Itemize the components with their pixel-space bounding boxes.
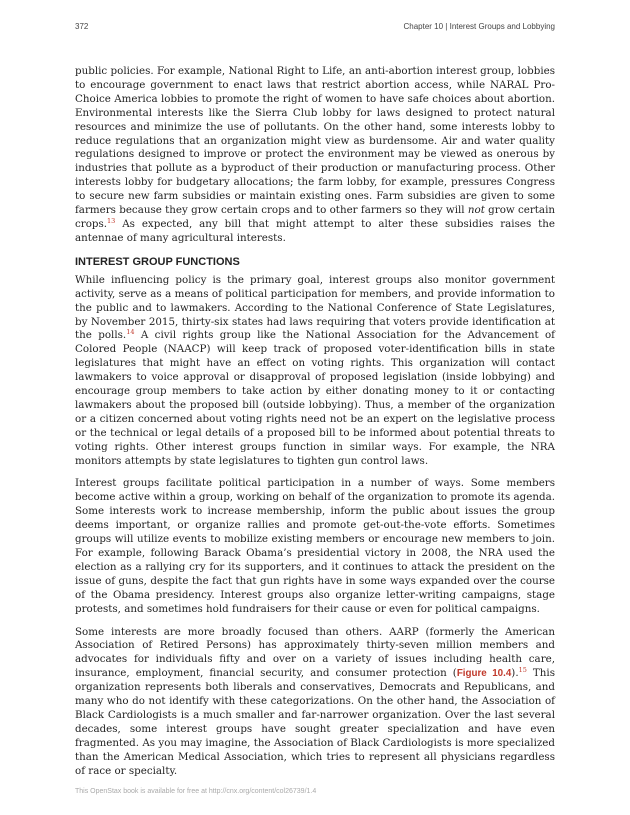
page-header xyxy=(75,22,555,36)
paragraph-4-text-a: Some interests are more broadly focused than others. AARP (formerly the American Association of Retired Persons) has approximately thirty-seven million members and advocates for individuals fifty and over on a variety of issues including health care, insurance, employment, financial security, and consumer protection ( xyxy=(75,625,555,680)
paragraph-1-text-a: public policies. For example, National Right to Life, an anti-abortion interest group, lobbies to encourage government to enact laws that restrict abortion access, while NARAL Pro-Choice America lobbies to promote the right of women to have safe choices about abortion. Environmental interests like the Sierra Club lobby for laws designed to protect natural resources and minimize the use of pollutants. On the other hand, some interests lobby to reduce regulations that an organization might view as burdensome. Air and water quality regulations designed to improve or protect the environment may be viewed as onerous by industries that pollute as a byproduct of their production or manufacturing process. Other interests lobby for budgetary allocations; the farm lobby, for example, pressures Congress to secure new farm subsidies or maintain existing ones. Farm subsidies are given to some farmers because they grow certain crops and to other farmers so they will xyxy=(75,65,555,217)
paragraph-4-text-b: ). xyxy=(511,667,519,680)
footnote-ref-14[interactable]: 14 xyxy=(126,328,135,337)
footnote-ref-13[interactable]: 13 xyxy=(107,216,116,225)
emphasis-not: not xyxy=(467,204,485,217)
page-footer: This OpenStax book is available for free at http://cnx.org/content/col26739/1.4 xyxy=(75,788,317,795)
paragraph-1 xyxy=(75,65,555,246)
paragraph-2 xyxy=(75,274,555,469)
figure-link[interactable]: Figure 10.4 xyxy=(456,668,512,680)
footnote-ref-15[interactable]: 15 xyxy=(518,666,527,675)
page-number: 372 xyxy=(75,22,89,31)
paragraph-4 xyxy=(75,626,555,779)
paragraph-4-text-c: This organization represents both liberals and conservatives, Democrats and Republicans, and many who do not identify with these categorizations. On the other hand, the Association of Black Cardiologists is a much smaller and far-narrower organization. Over the last several decades, some interest groups have sought greater specialization and have even fragmented. As you may imagine, the Association of Black Cardiologists is more specialized than the American Medical Association, which tries to represent all physicians regardless of race or specialty. xyxy=(75,667,555,777)
page-body xyxy=(75,65,555,788)
paragraph-3: Interest groups facilitate political participation in a number of ways. Some members become active within a group, working on behalf of the organization to promote its agenda. Some interests work to increase membership, inform the public about issues the group deems important, or organize rallies and promote get-out-the-vote efforts. Sometimes groups will utilize events to mobilize existing members or encourage new members to join. For example, following Barack Obama’s presidential victory in 2008, the NRA used the election as a rallying cry for its supporters, and it continues to attack the president on the issue of guns, despite the fact that gun rights have in some ways expanded over the course of the Obama presidency. Interest groups also organize letter-writing campaigns, stage protests, and sometimes hold fundraisers for their cause or even for political campaigns. xyxy=(75,477,555,615)
chapter-title: Chapter 10 | Interest Groups and Lobbying xyxy=(403,22,555,31)
paragraph-2-text-a: While influencing policy is the primary goal, interest groups also monitor government activity, serve as a means of political participation for members, and provide information to the public and to lawmakers. According to the National Conference of State Legislatures, by November 2015, thirty-six states had laws requiring that voters provide identification at the polls. xyxy=(75,273,555,342)
section-heading: INTEREST GROUP FUNCTIONS xyxy=(75,255,240,268)
paragraph-2-text-b: A civil rights group like the National Association for the Advancement of Colored People (NAACP) will keep track of proposed voter-identification bills in state legislatures that might have an effect on voting rights. This organization will contact lawmakers to voice approval or disapproval of proposed legislation (inside lobbying) and encourage group members to take action by either donating money to it or contacting lawmakers about the proposed bill (outside lobbying). Thus, a member of the organization or a citizen concerned about voting rights need not be an expert on the legislative process or the technical or legal details of a proposed bill to be informed about potential threats to voting rights. Other interest groups function in similar ways. For example, the NRA monitors attempts by state legislatures to tighten gun control laws. xyxy=(75,329,555,467)
paragraph-1-text-c: As expected, any bill that might attempt to alter these subsidies raises the antennae of many agricultural interests. xyxy=(75,217,555,244)
paragraph-1-text-b: grow certain crops. xyxy=(75,204,555,230)
